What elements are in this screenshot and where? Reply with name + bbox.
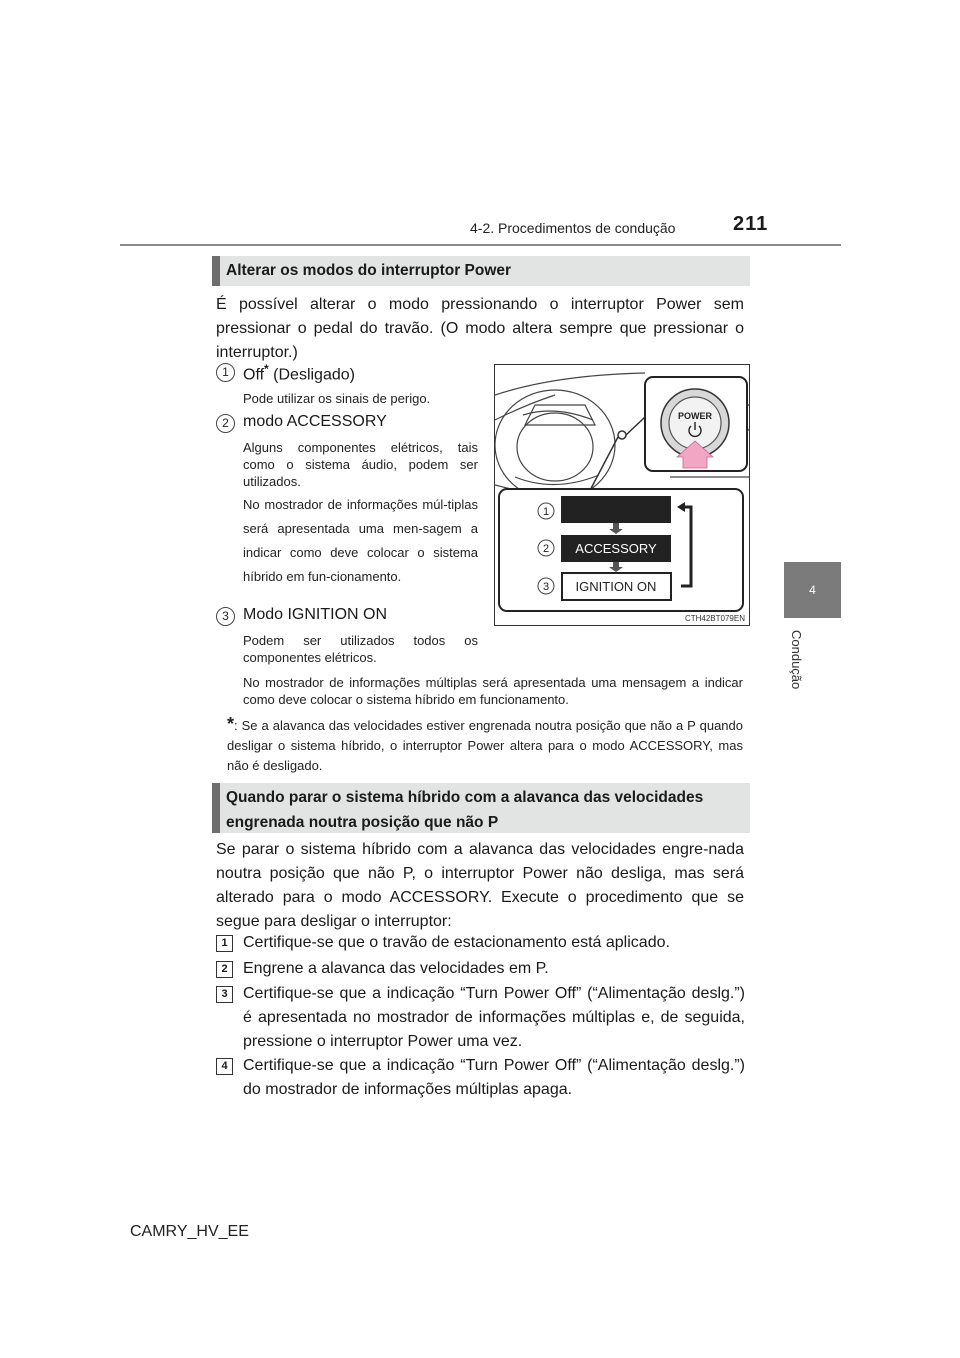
chapter-tab-label-text: Condução <box>789 630 804 690</box>
mode-display-ignition-text: IGNITION ON <box>575 579 657 594</box>
item-title-ignition-on: Modo IGNITION ON <box>243 606 388 623</box>
item-title-off-text: Off <box>243 366 265 384</box>
section2-title-line2: engrenada noutra posição que não P <box>226 814 499 831</box>
mode-step-num-3: 3 <box>542 581 550 593</box>
step-text-3: Certifique-se que a indicação “Turn Power Off” (“Alimentação deslg.”) é apresentada no mostrador de informações múltiplas e, de seguida, pressione o interruptor Power uma vez. <box>243 985 745 1050</box>
footer-model-code: CAMRY_HV_EE <box>130 1223 249 1240</box>
section-heading-hybrid-stop <box>212 783 750 833</box>
item-desc2-accessory: No mostrador de informações múl-tiplas será apresentada uma men-sagem a indicar como deve colocar o sistema híbrido em fun-cionamento. <box>243 497 478 584</box>
mode-step-num-1: 1 <box>542 506 550 518</box>
section-heading-power-modes: Alterar os modos do interruptor Power <box>212 256 750 286</box>
illustration-code: CTH42BT079EN <box>684 614 745 623</box>
step-number-1: 1 <box>216 935 233 952</box>
item-desc2-ignition-on: No mostrador de informações múltiplas será apresentada uma mensagem a indicar como deve colocar o sistema híbrido em funcionamento. <box>243 675 743 707</box>
step-number-2: 2 <box>216 961 233 978</box>
item-desc-off: Pode utilizar os sinais de perigo. <box>243 391 431 406</box>
footnote-marker: * <box>227 714 235 734</box>
step-text-1: Certifique-se que o travão de estacionamento está aplicado. <box>243 934 670 951</box>
page-number: 211 <box>733 213 769 235</box>
item-desc-ignition-on: Podem ser utilizados todos os componentes elétricos. <box>243 633 478 665</box>
step-number-4: 4 <box>216 1058 233 1075</box>
item-title-off-suffix: (Desligado) <box>268 366 355 384</box>
item-title-off-marker: * <box>264 362 269 376</box>
mode-step-num-2: 2 <box>542 543 550 555</box>
step-text-2: Engrene a alavanca das velocidades em P. <box>243 960 549 977</box>
item-number-3: 3 <box>216 607 235 626</box>
section1-intro: É possível alterar o modo pressionando o interruptor Power sem pressionar o pedal do travão. (O modo altera sempre que pressionar o interruptor.) <box>216 296 744 361</box>
mode-display-off <box>561 496 671 523</box>
illustration-svg <box>495 365 750 626</box>
power-button-location <box>618 431 626 439</box>
header-section-title: 4-2. Procedimentos de condução <box>470 220 676 236</box>
step-text-4: Certifique-se que a indicação “Turn Power Off” (“Alimentação deslg.”) do mostrador de informações múltiplas apaga. <box>243 1057 745 1098</box>
footnote-text: : Se a alavanca das velocidades estiver engrenada noutra posição que não a P quando desligar o sistema híbrido, o interruptor Power altera para o modo ACCESSORY, mas não é desligado. <box>227 718 743 773</box>
section2-intro: Se parar o sistema híbrido com a alavanca das velocidades engre-nada noutra posição que não P, o interruptor Power não desliga, mas será alterado para o modo ACCESSORY. Execute o procedimento que se segue para desligar o interruptor: <box>216 841 744 930</box>
item-number-2: 2 <box>216 414 235 433</box>
chapter-tab-number: 4 <box>784 562 841 618</box>
chapter-tab-label <box>776 630 816 700</box>
power-button-label: POWER <box>677 411 713 421</box>
mode-display-accessory-text: ACCESSORY <box>575 541 657 556</box>
footnote <box>227 714 743 776</box>
power-switch-illustration <box>494 364 750 626</box>
item-desc-accessory: Alguns componentes elétricos, tais como o sistema áudio, podem ser utilizados. <box>243 440 478 489</box>
item-title-accessory: modo ACCESSORY <box>243 413 387 430</box>
section2-title-line1: Quando parar o sistema híbrido com a alavanca das velocidades <box>226 789 704 806</box>
item-number-1: 1 <box>216 363 235 382</box>
step-number-3: 3 <box>216 986 233 1003</box>
item-title-off <box>243 362 355 384</box>
header-divider <box>120 244 841 246</box>
